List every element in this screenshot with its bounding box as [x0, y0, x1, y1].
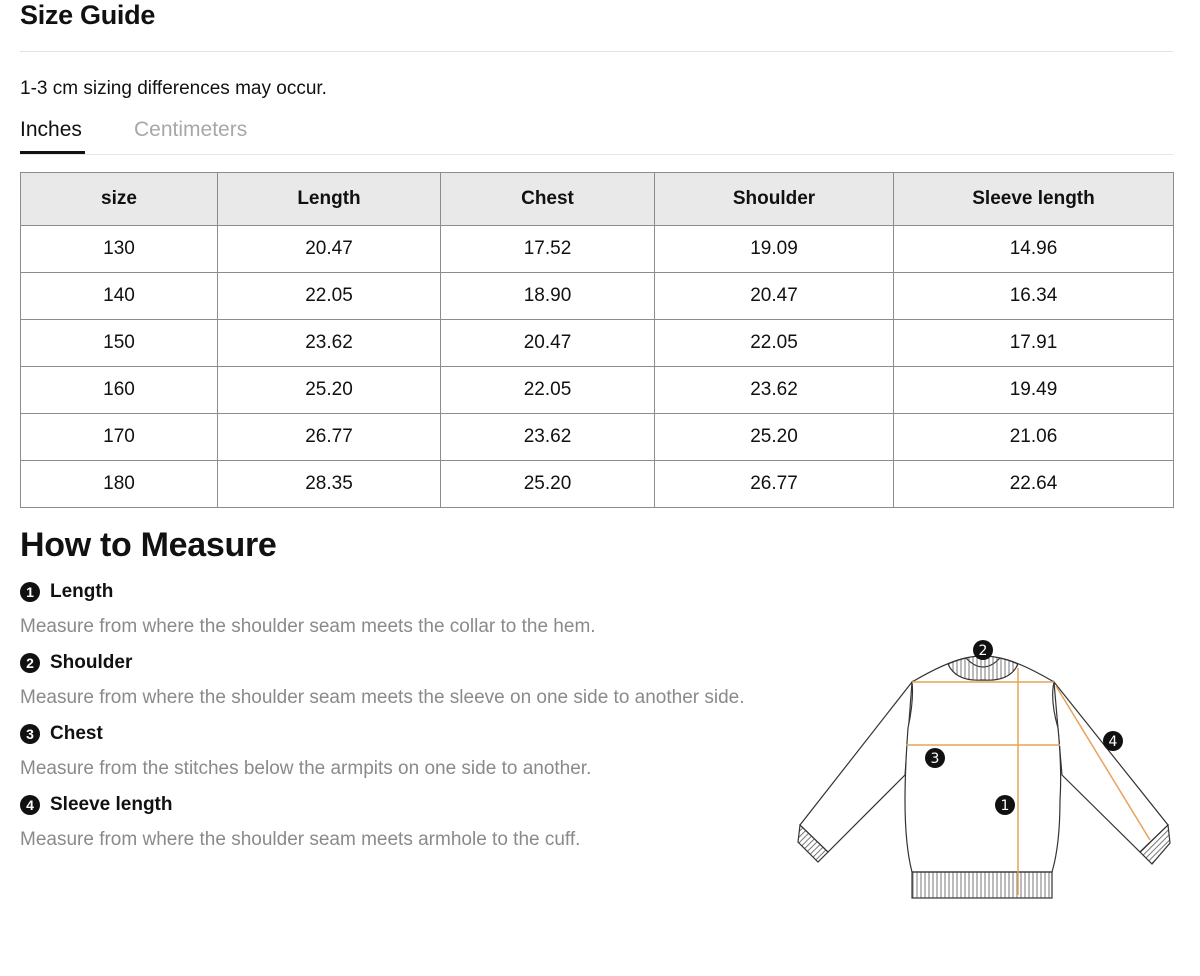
tab-centimeters[interactable]: Centimeters — [134, 118, 248, 141]
number-2-icon: 2 — [20, 653, 40, 673]
measure-label: Shoulder — [50, 652, 133, 673]
cell-chest: 22.05 — [441, 367, 655, 414]
page-title: Size Guide — [20, 0, 156, 30]
sizing-note: 1-3 cm sizing differences may occur. — [20, 78, 327, 99]
table-row — [21, 461, 1174, 508]
measure-item-length — [20, 580, 596, 637]
cell-chest: 25.20 — [441, 461, 655, 508]
header-size: size — [21, 173, 218, 226]
measure-item-chest — [20, 722, 592, 779]
cell-size: 170 — [21, 414, 218, 461]
cell-shoulder: 25.20 — [655, 414, 894, 461]
header-chest: Chest — [441, 173, 655, 226]
header-sleeve-length: Sleeve length — [894, 173, 1174, 226]
cell-shoulder: 19.09 — [655, 226, 894, 273]
sweater-measurement-diagram — [790, 630, 1180, 910]
number-3-icon: 3 — [20, 724, 40, 744]
cell-length: 20.47 — [218, 226, 441, 273]
cell-sleeve-length: 19.49 — [894, 367, 1174, 414]
how-to-measure-title: How to Measure — [20, 526, 277, 564]
title-divider — [20, 51, 1173, 52]
marker-4-icon — [1103, 731, 1123, 751]
cell-chest: 17.52 — [441, 226, 655, 273]
tab-inches[interactable]: Inches — [20, 118, 82, 141]
cell-size: 160 — [21, 367, 218, 414]
cell-sleeve-length: 14.96 — [894, 226, 1174, 273]
measure-description: Measure from the stitches below the armpits on one side to another. — [20, 758, 592, 779]
cell-shoulder: 23.62 — [655, 367, 894, 414]
table-row — [21, 226, 1174, 273]
number-4-icon: 4 — [20, 795, 40, 815]
table-row — [21, 414, 1174, 461]
table-row — [21, 367, 1174, 414]
header-shoulder: Shoulder — [655, 173, 894, 226]
cell-sleeve-length: 21.06 — [894, 414, 1174, 461]
table-row — [21, 273, 1174, 320]
cell-chest: 20.47 — [441, 320, 655, 367]
cell-size: 140 — [21, 273, 218, 320]
unit-tabs — [20, 116, 1173, 155]
cell-length: 28.35 — [218, 461, 441, 508]
cell-shoulder: 22.05 — [655, 320, 894, 367]
number-1-icon: 1 — [20, 582, 40, 602]
marker-2-icon — [973, 640, 993, 660]
table-header-row — [21, 173, 1174, 226]
cell-length: 25.20 — [218, 367, 441, 414]
marker-1-label: 1 — [1000, 798, 1010, 814]
active-tab-indicator — [20, 151, 85, 154]
cell-size: 130 — [21, 226, 218, 273]
measure-description: Measure from where the shoulder seam meets armhole to the cuff. — [20, 829, 581, 850]
table-row — [21, 320, 1174, 367]
measure-label: Chest — [50, 723, 103, 744]
cell-length: 26.77 — [218, 414, 441, 461]
marker-1-icon — [995, 795, 1015, 815]
cell-length: 22.05 — [218, 273, 441, 320]
measure-item-shoulder — [20, 651, 745, 708]
marker-2-label: 2 — [978, 643, 988, 659]
marker-4-label: 4 — [1108, 734, 1118, 750]
sweater-outline — [798, 656, 1170, 898]
cell-shoulder: 26.77 — [655, 461, 894, 508]
cell-chest: 18.90 — [441, 273, 655, 320]
marker-3-icon — [925, 748, 945, 768]
marker-3-label: 3 — [930, 751, 940, 767]
cell-size: 180 — [21, 461, 218, 508]
size-table — [20, 172, 1174, 508]
cell-size: 150 — [21, 320, 218, 367]
cell-sleeve-length: 17.91 — [894, 320, 1174, 367]
measure-description: Measure from where the shoulder seam meets the collar to the hem. — [20, 616, 596, 637]
cell-sleeve-length: 22.64 — [894, 461, 1174, 508]
measure-item-sleeve-length — [20, 793, 581, 850]
cell-shoulder: 20.47 — [655, 273, 894, 320]
cell-length: 23.62 — [218, 320, 441, 367]
header-length: Length — [218, 173, 441, 226]
measure-label: Sleeve length — [50, 794, 173, 815]
measure-label: Length — [50, 581, 114, 602]
measure-description: Measure from where the shoulder seam meets the sleeve on one side to another side. — [20, 687, 745, 708]
cell-sleeve-length: 16.34 — [894, 273, 1174, 320]
cell-chest: 23.62 — [441, 414, 655, 461]
